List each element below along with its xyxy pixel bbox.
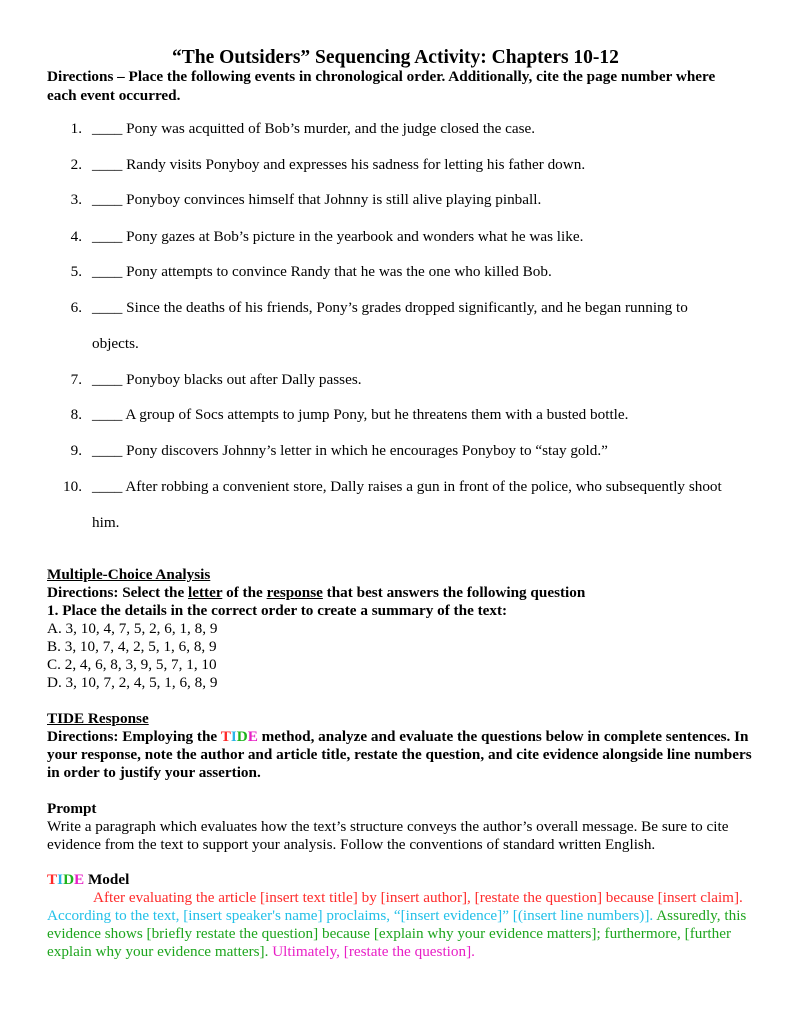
- event-text: Ponyboy blacks out after Dally passes.: [126, 371, 362, 388]
- tide-letter-t: T: [220, 728, 231, 745]
- answer-blank: ____: [92, 406, 123, 423]
- item-number: 3.: [70, 191, 82, 208]
- answer-blank: ____: [92, 228, 123, 245]
- model-analysis-sentence: Assuredly, this evidence shows [briefly restate the question] because [explain why your evidence matters]; furthermore, [further explain why your evidence matters].: [47, 907, 747, 960]
- tide-letter-d: D: [236, 728, 248, 745]
- answer-blank: ____: [92, 156, 123, 173]
- item-number: 8.: [70, 406, 82, 423]
- tide-letter-i: I: [230, 728, 237, 745]
- tide-dir-prefix: Directions: Employing the: [47, 728, 221, 745]
- answer-blank: ____: [92, 263, 123, 280]
- tide-letter-e: E: [247, 728, 258, 745]
- mc-dir-letter: letter: [188, 584, 223, 601]
- model-concluding-sentence: Ultimately, [restate the question].: [272, 943, 475, 960]
- prompt-text: Write a paragraph which evaluates how the text’s structure conveys the author’s overall message. Be sure to cite evidence from the text to support your analysis. Follow the conventions of standard written English.: [47, 818, 729, 853]
- event-text: A group of Socs attempts to jump Pony, but he threatens them with a busted bottle.: [125, 406, 629, 423]
- mc-dir-prefix: Directions: Select the: [47, 584, 189, 601]
- mc-option-a: A. 3, 10, 4, 7, 5, 2, 6, 1, 8, 9: [47, 620, 218, 637]
- tide-model-heading: [47, 871, 757, 889]
- event-text: Pony was acquitted of Bob’s murder, and the judge closed the case.: [126, 120, 536, 137]
- item-number: 7.: [70, 371, 82, 388]
- event-text-continued: him.: [92, 514, 120, 531]
- answer-blank: ____: [92, 478, 123, 495]
- answer-blank: ____: [92, 442, 123, 459]
- mc-option-b: B. 3, 10, 7, 4, 2, 5, 1, 6, 8, 9: [47, 638, 217, 655]
- mc-option-d: D. 3, 10, 7, 2, 4, 5, 1, 6, 8, 9: [47, 674, 218, 691]
- answer-blank: ____: [92, 299, 123, 316]
- model-letter-d: D: [63, 871, 75, 888]
- event-text: Since the deaths of his friends, Pony’s grades dropped significantly, and he began running to: [126, 299, 688, 316]
- prompt-heading: Prompt: [47, 800, 97, 817]
- item-number: 6.: [70, 299, 82, 316]
- tide-dir-suffix: method, analyze and evaluate the questions below in complete sentences. In your response, note the author and article title, restate the question, and cite evidence alongside line numbers in order to justify your assertion.: [47, 728, 752, 781]
- tide-model-section: [47, 871, 757, 961]
- answer-blank: ____: [92, 191, 123, 208]
- tide-model-paragraph: [47, 889, 757, 961]
- model-letter-e: E: [74, 871, 85, 888]
- item-number: 1.: [70, 120, 82, 137]
- tide-directions: [47, 728, 757, 782]
- mc-option-c: C. 2, 4, 6, 8, 3, 9, 5, 7, 1, 10: [47, 656, 217, 673]
- event-text: Pony gazes at Bob’s picture in the yearbook and wonders what he was like.: [126, 228, 584, 245]
- model-letter-i: I: [57, 871, 64, 888]
- model-letter-t: T: [47, 871, 58, 888]
- event-text: Randy visits Ponyboy and expresses his sadness for letting his father down.: [126, 156, 586, 173]
- item-number: 10.: [63, 478, 82, 495]
- tide-section: [47, 710, 757, 782]
- event-text: Ponyboy convinces himself that Johnny is still alive playing pinball.: [126, 191, 542, 208]
- item-number: 9.: [70, 442, 82, 459]
- sequencing-directions: Directions – Place the following events in chronological order. Additionally, cite the page number where each event occurred.: [47, 68, 716, 104]
- prompt-section: [47, 800, 757, 854]
- answer-blank: ____: [92, 120, 123, 137]
- item-number: 5.: [70, 263, 82, 280]
- page-title: “The Outsiders” Sequencing Activity: Chapters 10-12: [172, 47, 619, 68]
- event-text-continued: objects.: [92, 335, 139, 352]
- mc-question: 1. Place the details in the correct order to create a summary of the text:: [47, 602, 508, 619]
- model-label: Model: [87, 871, 130, 888]
- event-text: Pony attempts to convince Randy that he was the one who killed Bob.: [126, 263, 552, 280]
- tide-heading: TIDE Response: [47, 710, 149, 727]
- model-topic-sentence: After evaluating the article [insert text title] by [insert author], [restate the question] because [insert claim].: [93, 889, 743, 906]
- mc-dir-mid: of the: [222, 584, 267, 601]
- mc-dir-suffix: that best answers the following question: [322, 584, 586, 601]
- event-text: Pony discovers Johnny’s letter in which he encourages Ponyboy to “stay gold.”: [126, 442, 608, 459]
- answer-blank: ____: [92, 371, 123, 388]
- event-text: After robbing a convenient store, Dally raises a gun in front of the police, who subsequently shoot: [125, 478, 722, 495]
- mc-dir-response: response: [266, 584, 323, 601]
- model-evidence-sentence: According to the text, [insert speaker's name] proclaims, “[insert evidence]” [(insert line numbers)].: [47, 907, 654, 924]
- item-number: 4.: [70, 228, 82, 245]
- multiple-choice-section: [47, 566, 757, 692]
- item-number: 2.: [70, 156, 82, 173]
- mc-directions: [47, 584, 757, 602]
- mc-heading: Multiple-Choice Analysis: [47, 566, 211, 583]
